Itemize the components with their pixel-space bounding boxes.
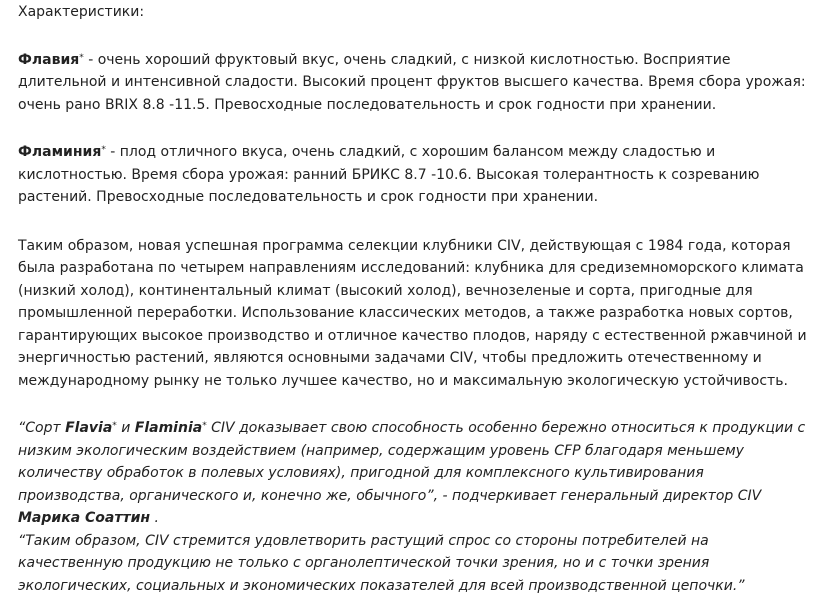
- section-heading: Характеристики:: [18, 0, 810, 24]
- quote-body: CIV доказывает свою способность особенно бережно относиться к продукции с низким экологическим воздействием (например, содержащим уровень CFP благодаря меньшему количеству обработок в полевых условиях), пригодной для комплексного культивирования производства, органического и, конечно же, обычного”, - подчеркивает генеральный директор CIV: [18, 420, 805, 504]
- flaminia-description: - плод отличного вкуса, очень сладкий, с хорошим балансом между сладостью и кислотностью. Время сбора урожая: ранний БРИКС 8.7 -10.6. Высокая толерантность к созреванию растений. Превосходные последовательность и срок годности при хранении.: [18, 144, 759, 205]
- director-quote: [18, 417, 810, 597]
- flavia-description: - очень хороший фруктовый вкус, очень сладкий, с низкой кислотностью. Восприятие длительной и интенсивной сладости. Высокий процент фруктов высшего качества. Время сбора урожая: очень рано BRIX 8.8 -11.5. Превосходные последовательность и срок годности при хранении.: [18, 52, 806, 113]
- quote-second: “Таким образом, CIV стремится удовлетворить растущий спрос со стороны потребителей на качественную продукцию не только с органолептической точки зрения, но и с точки зрения экологических, социальных и экономических показателей для всей производственной цепочки.”: [18, 530, 810, 597]
- quote-flaminia-mark: *: [202, 421, 207, 431]
- quote-conjunction: и: [117, 420, 135, 436]
- flavia-trademark: *: [79, 53, 84, 63]
- summary-paragraph: Таким образом, новая успешная программа селекции клубники CIV, действующая с 1984 года, которая была разработана по четырем направлениям исследований: клубника для средиземноморского климата (низкий холод), континентальный климат (высокий холод), вечнозеленые и сорта, пригодные для промышленной переработки. Использование классических методов, а также разработка новых сортов, гарантирующих высокое производство и отличное качество плодов, наряду с естественной ржавчиной и энергичностью растений, являются основными задачами CIV, чтобы предложить отечественному и международному рынку не только лучшее качество, но и максимальную экологическую устойчивость.: [18, 235, 810, 393]
- quote-opening: “Сорт: [18, 420, 65, 436]
- quote-flavia: Flavia: [65, 420, 112, 436]
- quote-director-name: Марика Соаттин: [18, 510, 150, 526]
- flavia-name: Флавия: [18, 52, 79, 68]
- quote-end-punct: .: [150, 510, 159, 526]
- quote-flavia-mark: *: [112, 421, 117, 431]
- flaminia-paragraph: [18, 141, 810, 209]
- flaminia-trademark: *: [101, 145, 106, 155]
- quote-first: [18, 417, 810, 530]
- flavia-paragraph: [18, 49, 810, 117]
- flaminia-name: Фламиния: [18, 144, 101, 160]
- quote-flaminia: Flaminia: [135, 420, 202, 436]
